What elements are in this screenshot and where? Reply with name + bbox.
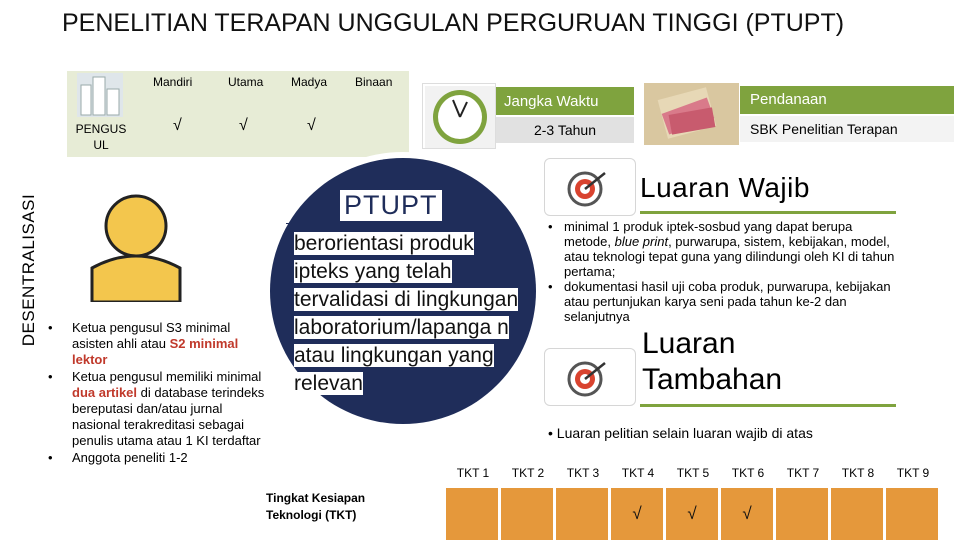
level-header-madya: Madya <box>291 75 328 89</box>
tkt-cell <box>501 488 553 540</box>
divider <box>640 211 896 214</box>
pengusul-requirements <box>48 320 266 467</box>
list-item: • dokumentasi hasil uji coba produk, purwarupa, kebijakan atau pertunjukan karya seni pada tahun ke-2 dan selanjutnya <box>548 279 898 324</box>
list-item: • Ketua pengusul S3 minimal asisten ahli atau S2 minimal lektor <box>48 320 266 368</box>
list-item: • minimal 1 produk iptek-sosbud yang dapat berupa metode, blue print, purwarupa, sistem, kebijakan, model, atau teknologi tepat guna yang dilindungi oleh KI di tahun pertama; <box>548 219 898 279</box>
tkt-header: TKT 6 <box>731 466 765 480</box>
level-check-madya: √ <box>307 117 316 134</box>
tkt-cell-row <box>446 488 956 540</box>
level-row-label: PENGUS UL <box>75 122 127 152</box>
person-icon <box>88 190 248 302</box>
divider <box>640 404 896 407</box>
page-title: PENELITIAN TERAPAN UNGGULAN PERGURUAN TINGGI (PTUPT) <box>62 9 845 37</box>
level-header-binaan: Binaan <box>355 75 393 89</box>
tkt-header: TKT 2 <box>511 466 545 480</box>
money-icon <box>644 83 739 145</box>
tkt-header: TKT 3 <box>566 466 600 480</box>
level-header-utama: Utama <box>228 75 264 89</box>
tkt-cell <box>446 488 498 540</box>
level-check-utama: √ <box>239 117 248 134</box>
pendanaan-header: Pendanaan <box>740 86 954 114</box>
tkt-header: TKT 4 <box>621 466 655 480</box>
side-label-container <box>14 160 44 380</box>
tkt-cell: √ <box>611 488 663 540</box>
tkt-header: TKT 9 <box>896 466 930 480</box>
tkt-header: TKT 5 <box>676 466 710 480</box>
list-item: • Ketua pengusul memiliki minimal dua artikel di database terindeks bereputasi dan/atau jurnal nasional terakreditasi sebagai penulis utama atau 1 KI terdaftar <box>48 369 266 449</box>
divider <box>286 223 504 224</box>
tkt-header: TKT 8 <box>841 466 875 480</box>
tkt-cell <box>886 488 938 540</box>
jangka-waktu-value: 2-3 Tahun <box>496 117 634 143</box>
ptupt-description: berorientasi produk ipteks yang telah tervalidasi di lingkungan laboratorium/lapanga n atau lingkungan yang relevan <box>294 232 519 395</box>
jangka-waktu-header: Jangka Waktu <box>496 87 634 115</box>
level-check-mandiri: √ <box>173 117 182 134</box>
target-icon <box>544 348 636 406</box>
building-icon <box>77 73 123 117</box>
clock-icon <box>422 83 496 149</box>
list-item: • Anggota peneliti 1-2 <box>48 450 266 466</box>
tkt-cell <box>831 488 883 540</box>
tkt-cell <box>776 488 828 540</box>
pendanaan-value: SBK Penelitian Terapan <box>740 116 954 142</box>
luaran-tambahan-item: • Luaran pelitian selain luaran wajib di atas <box>548 425 813 441</box>
target-icon <box>544 158 636 216</box>
luaran-wajib-title: Luaran Wajib <box>640 172 810 203</box>
luaran-wajib-list <box>548 219 898 324</box>
level-header-mandiri: Mandiri <box>153 75 193 89</box>
level-table <box>67 71 409 157</box>
tkt-header-row <box>446 466 956 486</box>
tkt-label: Tingkat Kesiapan Teknologi (TKT) <box>266 491 366 522</box>
luaran-tambahan-title: Luaran Tambahan <box>642 327 783 396</box>
tkt-cell: √ <box>721 488 773 540</box>
tkt-header: TKT 7 <box>786 466 820 480</box>
tkt-cell: √ <box>666 488 718 540</box>
ptupt-title: PTUPT <box>340 190 442 221</box>
tkt-cell <box>556 488 608 540</box>
side-label: DESENTRALISASI <box>19 193 38 347</box>
tkt-header: TKT 1 <box>456 466 490 480</box>
